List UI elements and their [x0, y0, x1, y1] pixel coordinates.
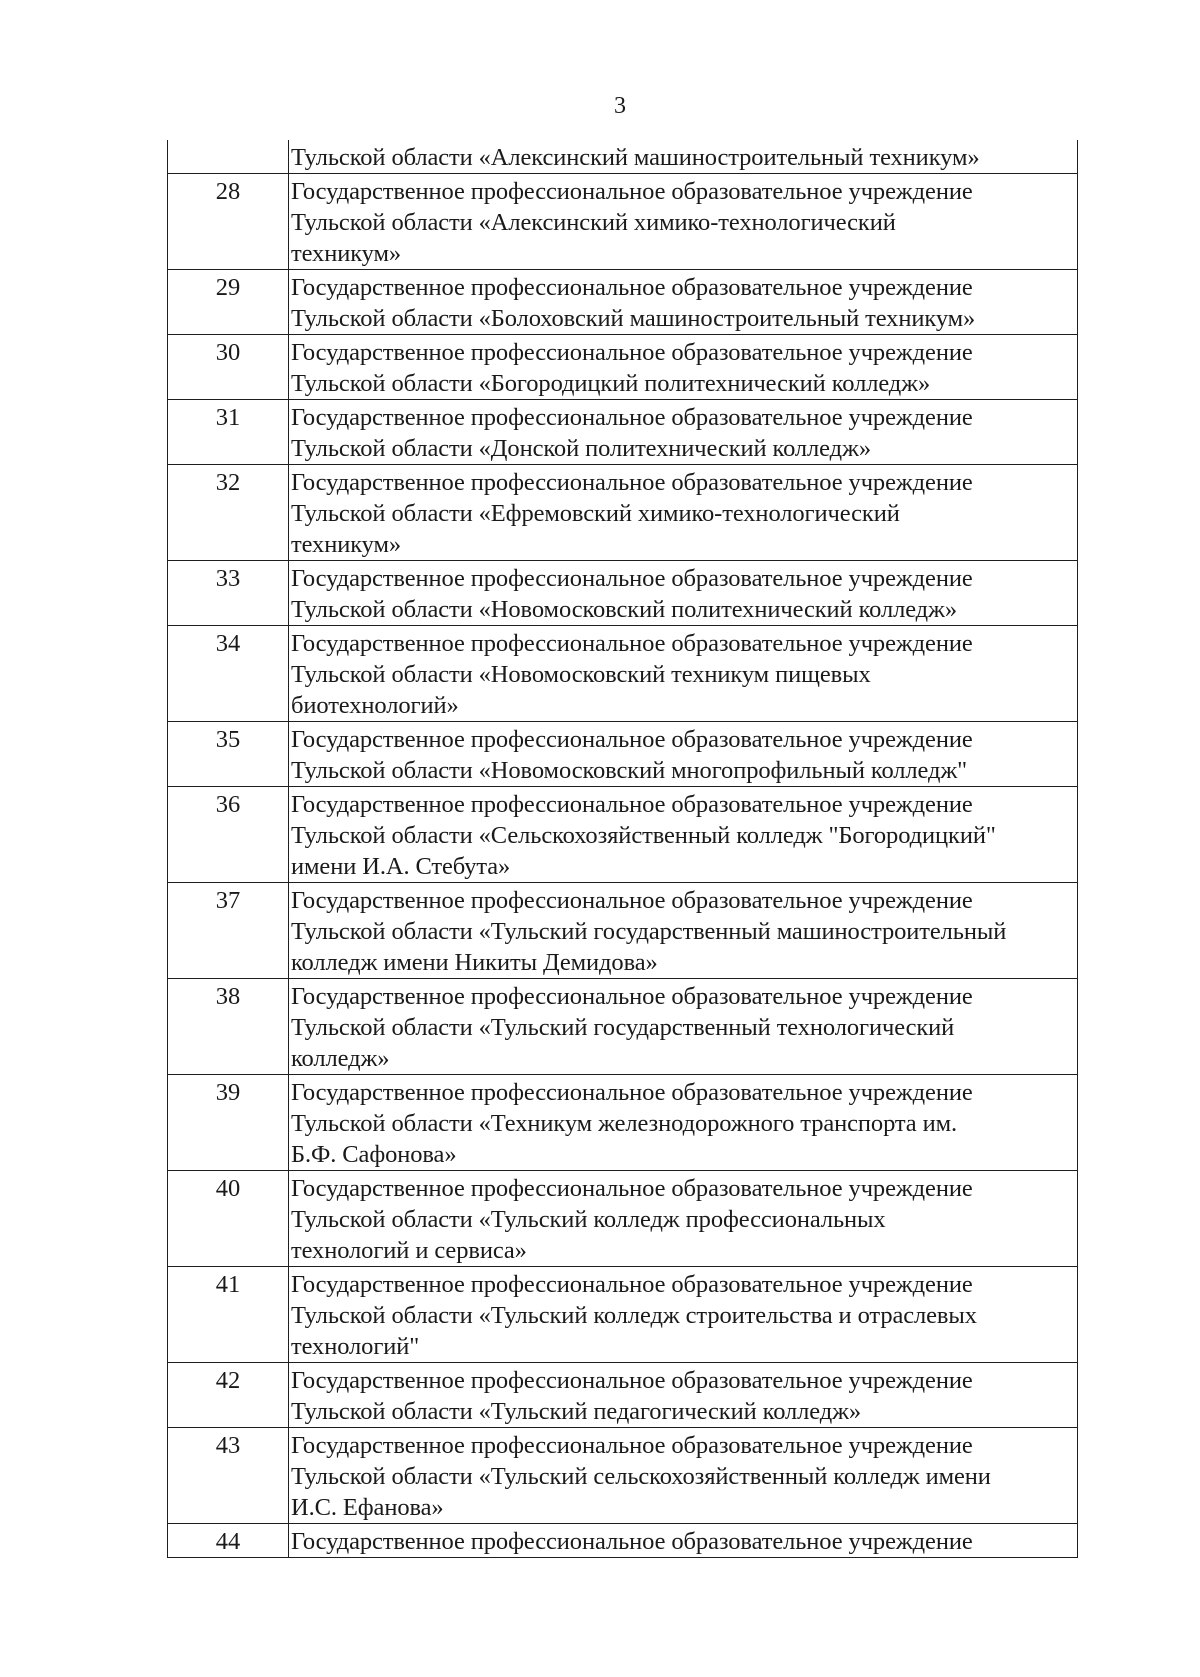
table-row [168, 1524, 1078, 1558]
institutions-table-body [168, 140, 1078, 1558]
institution-name-line: биотехнологий» [291, 692, 459, 719]
institution-name-line: Тульской области «Техникум железнодорожного транспорта им. [291, 1110, 958, 1137]
institution-name-line: Государственное профессиональное образовательное учреждение [291, 1432, 973, 1459]
institution-name-cell [289, 787, 1078, 883]
institution-name-cell [289, 561, 1078, 626]
row-number-cell: 35 [168, 722, 289, 787]
table-row [168, 1171, 1078, 1267]
institution-name-cell [289, 140, 1078, 174]
table-row [168, 335, 1078, 400]
table-row [168, 1428, 1078, 1524]
institution-name-line: Государственное профессиональное образовательное учреждение [291, 178, 973, 205]
institution-name-line: технологий и сервиса» [291, 1237, 527, 1264]
table-row [168, 1363, 1078, 1428]
table-row [168, 270, 1078, 335]
institution-name-line: Тульской области «Ефремовский химико-технологический [291, 500, 900, 527]
institution-name-line: И.С. Ефанова» [291, 1494, 444, 1521]
institution-name-line: Государственное профессиональное образовательное учреждение [291, 565, 973, 592]
institution-name-cell [289, 1363, 1078, 1428]
institution-name-cell [289, 1075, 1078, 1171]
institution-name-line: Тульской области «Алексинский химико-технологический [291, 209, 896, 236]
table-row [168, 1075, 1078, 1171]
row-number-cell: 42 [168, 1363, 289, 1428]
row-number-cell: 43 [168, 1428, 289, 1524]
table-row [168, 979, 1078, 1075]
institution-name-line: Тульской области «Новомосковский техникум пищевых [291, 661, 871, 688]
institution-name-line: Тульской области «Новомосковский политехнический колледж» [291, 596, 958, 623]
row-number-cell: 39 [168, 1075, 289, 1171]
row-number-cell [168, 140, 289, 174]
page-number: 3 [614, 93, 626, 119]
institution-name-cell [289, 1267, 1078, 1363]
institution-name-line: колледж» [291, 1045, 390, 1072]
institution-name-line: Государственное профессиональное образовательное учреждение [291, 339, 973, 366]
institution-name-line: колледж имени Никиты Демидова» [291, 949, 658, 976]
table-row [168, 787, 1078, 883]
institution-name-line: Государственное профессиональное образовательное учреждение [291, 630, 973, 657]
institution-name-line: Государственное профессиональное образовательное учреждение [291, 726, 973, 753]
row-number-cell: 37 [168, 883, 289, 979]
table-row [168, 883, 1078, 979]
table-row [168, 626, 1078, 722]
table-row [168, 722, 1078, 787]
institution-name-cell [289, 1524, 1078, 1558]
institution-name-line: имени И.А. Стебута» [291, 853, 511, 880]
table-row [168, 140, 1078, 174]
institution-name-cell [289, 335, 1078, 400]
institution-name-line: Тульской области «Тульский колледж профессиональных [291, 1206, 886, 1233]
institution-name-line: Государственное профессиональное образовательное учреждение [291, 404, 973, 431]
institution-name-cell [289, 465, 1078, 561]
institution-name-line: техникум» [291, 240, 402, 267]
institution-name-line: Тульской области «Донской политехнический колледж» [291, 435, 871, 462]
row-number-cell: 28 [168, 174, 289, 270]
institution-name-line: Тульской области «Алексинский машиностроительный техникум» [291, 144, 980, 171]
row-number-cell: 41 [168, 1267, 289, 1363]
institution-name-line: Государственное профессиональное образовательное учреждение [291, 469, 973, 496]
institution-name-line: Государственное профессиональное образовательное учреждение [291, 274, 973, 301]
row-number-cell: 38 [168, 979, 289, 1075]
institution-name-line: Государственное профессиональное образовательное учреждение [291, 1175, 973, 1202]
institution-name-cell [289, 174, 1078, 270]
institution-name-line: Государственное профессиональное образовательное учреждение [291, 1528, 973, 1555]
table-row [168, 561, 1078, 626]
institution-name-line: Тульской области «Тульский сельскохозяйственный колледж имени [291, 1463, 991, 1490]
institution-name-line: техникум» [291, 531, 402, 558]
institution-name-line: Государственное профессиональное образовательное учреждение [291, 1271, 973, 1298]
institution-name-line: технологий" [291, 1333, 420, 1360]
institution-name-line: Б.Ф. Сафонова» [291, 1141, 457, 1168]
institution-name-cell [289, 979, 1078, 1075]
institution-name-line: Тульской области «Сельскохозяйственный колледж "Богородицкий" [291, 822, 996, 849]
institution-name-cell [289, 1171, 1078, 1267]
institution-name-cell [289, 883, 1078, 979]
institution-name-line: Тульской области «Богородицкий политехнический колледж» [291, 370, 931, 397]
institution-name-line: Государственное профессиональное образовательное учреждение [291, 887, 973, 914]
table-row [168, 400, 1078, 465]
table-row [168, 465, 1078, 561]
institution-name-line: Тульской области «Болоховский машиностроительный техникум» [291, 305, 976, 332]
institution-name-cell [289, 722, 1078, 787]
table-row [168, 174, 1078, 270]
institution-name-cell [289, 1428, 1078, 1524]
institution-name-line: Тульской области «Тульский государственный машиностроительный [291, 918, 1007, 945]
institutions-table [167, 140, 1078, 1558]
institution-name-cell [289, 400, 1078, 465]
row-number-cell: 34 [168, 626, 289, 722]
institution-name-line: Государственное профессиональное образовательное учреждение [291, 1079, 973, 1106]
institution-name-cell [289, 626, 1078, 722]
row-number-cell: 30 [168, 335, 289, 400]
institution-name-line: Государственное профессиональное образовательное учреждение [291, 1367, 973, 1394]
institution-name-line: Тульской области «Новомосковский многопрофильный колледж" [291, 757, 968, 784]
institution-name-line: Государственное профессиональное образовательное учреждение [291, 791, 973, 818]
institution-name-line: Тульской области «Тульский колледж строительства и отраслевых [291, 1302, 977, 1329]
row-number-cell: 32 [168, 465, 289, 561]
row-number-cell: 29 [168, 270, 289, 335]
table-row [168, 1267, 1078, 1363]
institution-name-line: Тульской области «Тульский государственный технологический [291, 1014, 955, 1041]
institution-name-line: Тульской области «Тульский педагогический колледж» [291, 1398, 862, 1425]
institution-name-line: Государственное профессиональное образовательное учреждение [291, 983, 973, 1010]
institution-name-cell [289, 270, 1078, 335]
row-number-cell: 36 [168, 787, 289, 883]
row-number-cell: 31 [168, 400, 289, 465]
row-number-cell: 44 [168, 1524, 289, 1558]
row-number-cell: 33 [168, 561, 289, 626]
row-number-cell: 40 [168, 1171, 289, 1267]
